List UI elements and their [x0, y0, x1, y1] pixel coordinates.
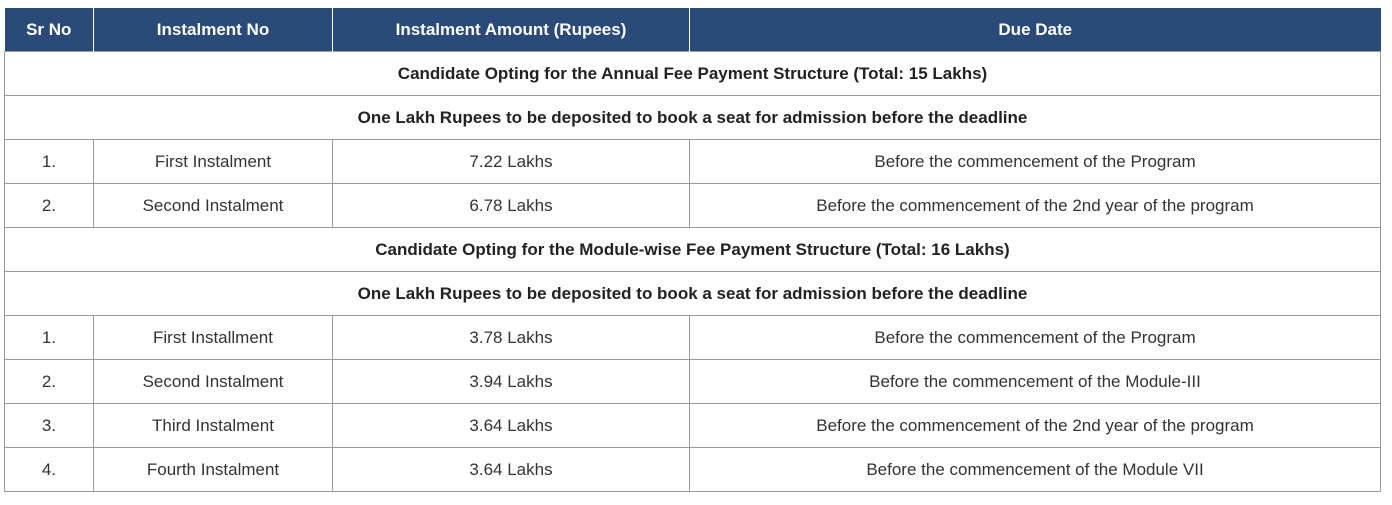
header-instalment-no: Instalment No — [94, 8, 333, 52]
cell-amount: 3.64 Lakhs — [333, 448, 690, 492]
table-row — [5, 140, 1381, 184]
section-note: One Lakh Rupees to be deposited to book a seat for admission before the deadline — [5, 96, 1381, 140]
table-row — [5, 184, 1381, 228]
cell-instalment: Fourth Instalment — [94, 448, 333, 492]
section-note-row — [5, 272, 1381, 316]
header-instalment-amount: Instalment Amount (Rupees) — [333, 8, 690, 52]
cell-amount: 3.78 Lakhs — [333, 316, 690, 360]
cell-amount: 7.22 Lakhs — [333, 140, 690, 184]
cell-due-date: Before the commencement of the Module VII — [690, 448, 1381, 492]
cell-instalment: Second Instalment — [94, 360, 333, 404]
header-due-date: Due Date — [690, 8, 1381, 52]
cell-sr: 4. — [5, 448, 94, 492]
cell-amount: 3.94 Lakhs — [333, 360, 690, 404]
cell-sr: 1. — [5, 140, 94, 184]
table-header — [5, 8, 1381, 52]
table-row — [5, 316, 1381, 360]
header-sr-no: Sr No — [5, 8, 94, 52]
cell-amount: 6.78 Lakhs — [333, 184, 690, 228]
fee-structure-table — [4, 8, 1381, 492]
header-row — [5, 8, 1381, 52]
section-title-row — [5, 228, 1381, 272]
cell-due-date: Before the commencement of the 2nd year of the program — [690, 404, 1381, 448]
cell-instalment: First Installment — [94, 316, 333, 360]
table-row — [5, 448, 1381, 492]
cell-instalment: Second Instalment — [94, 184, 333, 228]
section-title: Candidate Opting for the Annual Fee Payment Structure (Total: 15 Lakhs) — [5, 52, 1381, 96]
cell-amount: 3.64 Lakhs — [333, 404, 690, 448]
cell-instalment: Third Instalment — [94, 404, 333, 448]
table-row — [5, 404, 1381, 448]
cell-sr: 3. — [5, 404, 94, 448]
table-row — [5, 360, 1381, 404]
cell-due-date: Before the commencement of the Module-III — [690, 360, 1381, 404]
section-note-row — [5, 96, 1381, 140]
section-title: Candidate Opting for the Module-wise Fee Payment Structure (Total: 16 Lakhs) — [5, 228, 1381, 272]
cell-sr: 2. — [5, 184, 94, 228]
cell-due-date: Before the commencement of the Program — [690, 140, 1381, 184]
section-note: One Lakh Rupees to be deposited to book a seat for admission before the deadline — [5, 272, 1381, 316]
cell-instalment: First Instalment — [94, 140, 333, 184]
cell-sr: 1. — [5, 316, 94, 360]
cell-due-date: Before the commencement of the 2nd year of the program — [690, 184, 1381, 228]
cell-sr: 2. — [5, 360, 94, 404]
section-title-row — [5, 52, 1381, 96]
cell-due-date: Before the commencement of the Program — [690, 316, 1381, 360]
table-body — [5, 52, 1381, 492]
